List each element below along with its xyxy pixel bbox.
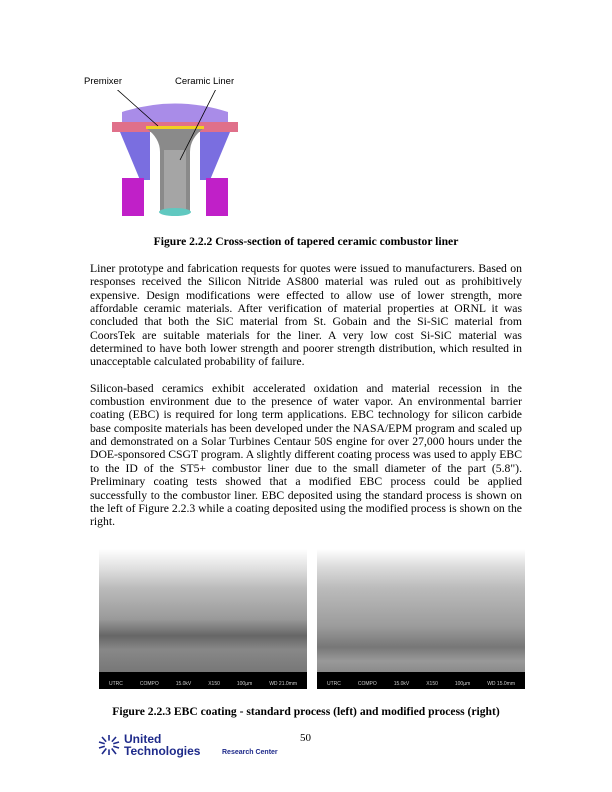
sem-label: X150 [426, 680, 438, 687]
sem-label: UTRC [109, 680, 123, 687]
label-ceramic-liner: Ceramic Liner [175, 76, 235, 87]
research-center-label: Research Center [222, 749, 278, 756]
body-flow [90, 262, 522, 719]
sem-image-standard-process [99, 549, 307, 689]
paragraph-ebc-coating: Silicon-based ceramics exhibit accelerated oxidation and material recession in the combustion environment due to the presence of water vapor. An environmental barrier coating (EBC) is required for long term applications. EBC technology for silicon carbide base composite materials has been developed under the NASA/EPM program and scaled up and demonstrated on a Solar Turbines Centaur 50S engine for over 27,000 hours under the DOE-sponsored CSGT program. A slightly different coating process was used to apply EBC to the ID of the ST5+ combustor liner due to the small diameter of the part (5.8"). Preliminary coating tests showed that a modified EBC process could be applied successfully to the combustor liner. EBC deposited using the standard process is shown on the left of Figure 2.2.3 while a coating deposited using the modified process is shown on the right. [90, 381, 522, 529]
figure-2-2-2-caption: Figure 2.2.2 Cross-section of tapered ceramic combustor liner [153, 235, 459, 248]
sem-scale-label: 100µm [236, 680, 253, 687]
sem-image-modified-process [317, 549, 525, 689]
label-premixer: Premixer [84, 76, 123, 87]
sem-label: X150 [208, 680, 220, 687]
page-number: 50 [300, 732, 311, 744]
sem-label: WD 21.0mm [269, 680, 297, 687]
paragraph-liner-prototype: Liner prototype and fabrication requests for quotes were issued to manufacturers. Based on responses received the Silicon Nitride AS800 material was ruled out as prohibitively expensive. Design modifications were effected to allow use of lower strength, more affordable ceramic materials. After verification of material properties at ORNL it was concluded that both the SiC material from St. Gobain and the Si-SiC material from CoorsTek are suitable materials for the liner. A very low cost Si-SiC material was determined to have both lower strength and poorer strength distribution, which resulted in unacceptable calculated probability of failure. [90, 262, 522, 369]
sem-label: 15.0kV [175, 680, 192, 687]
sem-label: COMPO [357, 680, 377, 687]
utc-sunburst-icon [98, 734, 120, 756]
sem-scale-label: 100µm [454, 680, 471, 687]
sem-info-bar [317, 680, 525, 689]
sem-info-bar [99, 680, 307, 689]
sem-label: WD 15.0mm [487, 680, 515, 687]
combustor-cross-section-image [100, 90, 250, 220]
utc-logo [98, 733, 200, 757]
sem-figure-row [99, 549, 525, 689]
sem-label: 15.0kV [393, 680, 410, 687]
figure-2-2-3-caption: Figure 2.2.3 EBC coating - standard process (left) and modified process (right) [112, 704, 500, 718]
sem-label: COMPO [139, 680, 159, 687]
logo-line-1: United [124, 732, 162, 746]
logo-line-2: Technologies [124, 744, 201, 758]
sem-label: UTRC [327, 680, 341, 687]
